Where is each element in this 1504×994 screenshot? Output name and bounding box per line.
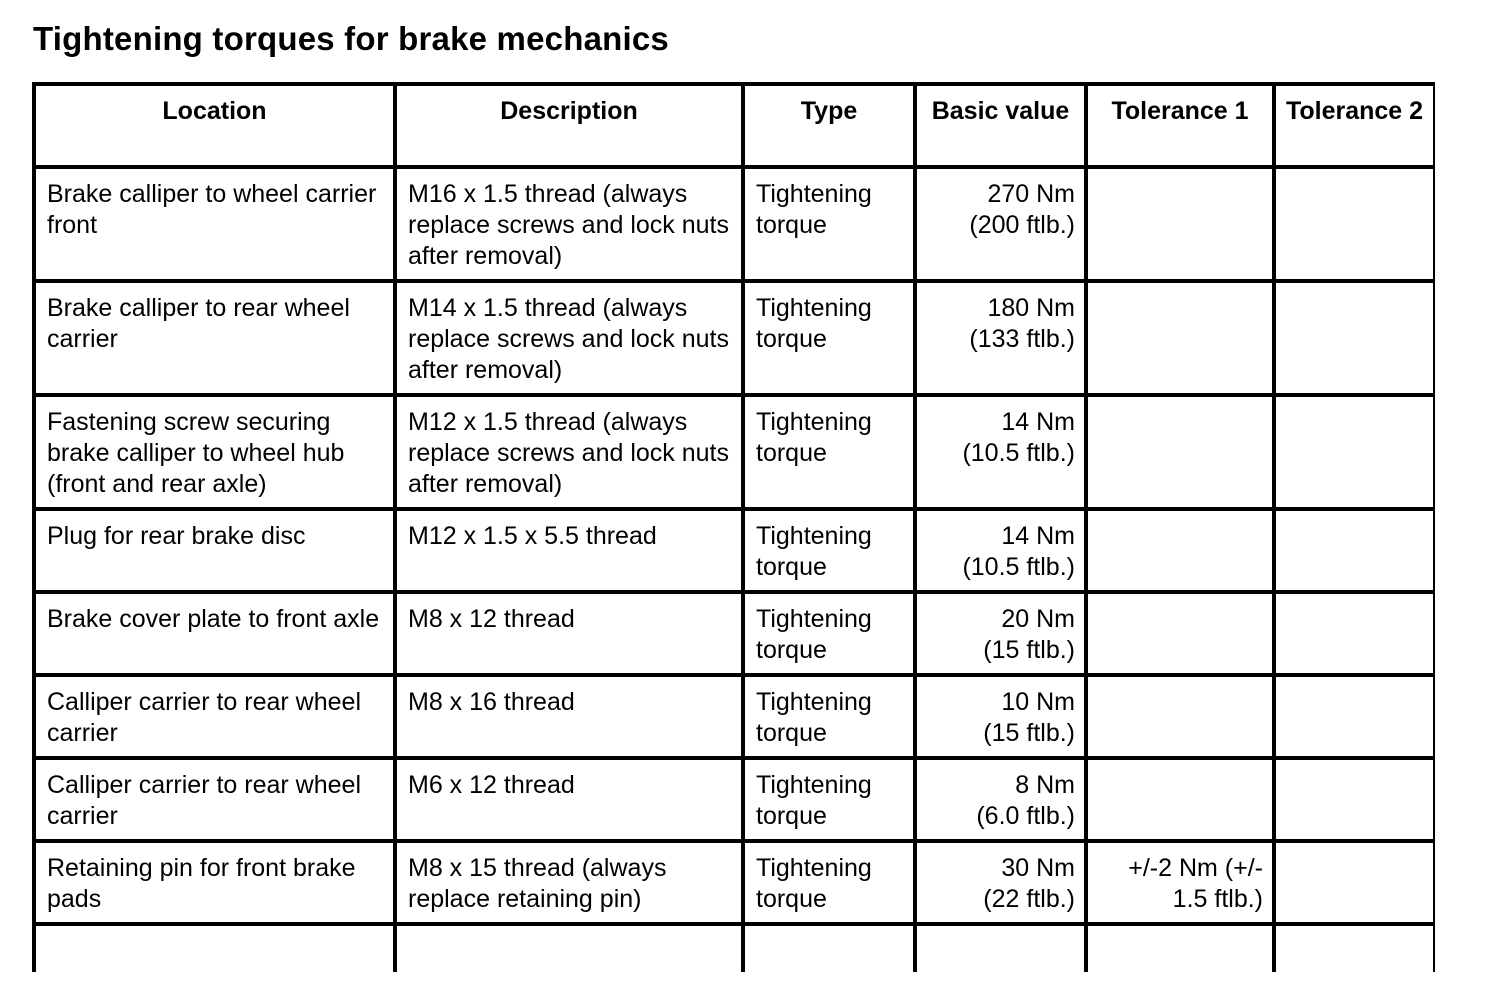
cell-tolerance-2 — [1274, 281, 1435, 395]
cell-location: Fastening screw securing brake calliper to wheel hub (front and rear axle) — [34, 395, 395, 509]
cell-basic-value — [915, 841, 1086, 924]
cell-basic-value — [915, 509, 1086, 592]
basic-value-ftlb: (6.0 ftlb.) — [976, 802, 1075, 830]
basic-value-ftlb: (133 ftlb.) — [969, 325, 1075, 353]
table-header-row — [34, 84, 1435, 167]
cell-type: Tightening torque — [743, 841, 915, 924]
basic-value-nm: 14 Nm — [1001, 408, 1075, 436]
cell-empty — [743, 924, 915, 972]
basic-value-ftlb: (10.5 ftlb.) — [962, 553, 1075, 581]
cell-location: Brake calliper to rear wheel carrier — [34, 281, 395, 395]
header-basic-value: Basic value — [915, 84, 1086, 167]
cell-tolerance-1 — [1086, 758, 1274, 841]
page-title: Tightening torques for brake mechanics — [33, 20, 669, 57]
cell-description: M12 x 1.5 thread (always replace screws and lock nuts after removal) — [395, 395, 743, 509]
cell-description: M14 x 1.5 thread (always replace screws and lock nuts after removal) — [395, 281, 743, 395]
cell-type: Tightening torque — [743, 675, 915, 758]
cell-location: Calliper carrier to rear wheel carrier — [34, 758, 395, 841]
basic-value-nm: 30 Nm — [1001, 854, 1075, 882]
cell-basic-value — [915, 758, 1086, 841]
cell-location: Calliper carrier to rear wheel carrier — [34, 675, 395, 758]
basic-value-ftlb: (15 ftlb.) — [983, 719, 1075, 747]
cell-tolerance-1 — [1086, 281, 1274, 395]
cell-tolerance-1 — [1086, 509, 1274, 592]
table-row — [34, 758, 1435, 841]
header-tolerance-1: Tolerance 1 — [1086, 84, 1274, 167]
cell-location: Retaining pin for front brake pads — [34, 841, 395, 924]
cell-location: Plug for rear brake disc — [34, 509, 395, 592]
cell-type: Tightening torque — [743, 281, 915, 395]
table-row — [34, 167, 1435, 281]
cell-tolerance-1 — [1086, 675, 1274, 758]
cell-tolerance-1 — [1086, 167, 1274, 281]
table-row — [34, 509, 1435, 592]
basic-value-ftlb: (15 ftlb.) — [983, 636, 1075, 664]
cell-type: Tightening torque — [743, 509, 915, 592]
table-row — [34, 675, 1435, 758]
table-row — [34, 592, 1435, 675]
cell-empty — [1274, 924, 1435, 972]
cell-type: Tightening torque — [743, 395, 915, 509]
table-row — [34, 841, 1435, 924]
cell-basic-value — [915, 592, 1086, 675]
table-row — [34, 281, 1435, 395]
basic-value-nm: 8 Nm — [1015, 771, 1075, 799]
header-type: Type — [743, 84, 915, 167]
cell-location: Brake calliper to wheel carrier front — [34, 167, 395, 281]
basic-value-ftlb: (10.5 ftlb.) — [962, 439, 1075, 467]
basic-value-nm: 14 Nm — [1001, 522, 1075, 550]
torque-table — [32, 82, 1435, 972]
cell-location: Brake cover plate to front axle — [34, 592, 395, 675]
cell-tolerance-2 — [1274, 758, 1435, 841]
cell-description: M6 x 12 thread — [395, 758, 743, 841]
cell-description: M8 x 15 thread (always replace retaining pin) — [395, 841, 743, 924]
cell-tolerance-1 — [1086, 841, 1274, 924]
table-row — [34, 395, 1435, 509]
cell-type: Tightening torque — [743, 758, 915, 841]
cell-description: M12 x 1.5 x 5.5 thread — [395, 509, 743, 592]
cell-basic-value — [915, 395, 1086, 509]
table-row-empty — [34, 924, 1435, 972]
cell-description: M8 x 16 thread — [395, 675, 743, 758]
cell-tolerance-2 — [1274, 395, 1435, 509]
cell-basic-value — [915, 281, 1086, 395]
cell-description: M16 x 1.5 thread (always replace screws and lock nuts after removal) — [395, 167, 743, 281]
basic-value-nm: 180 Nm — [987, 294, 1075, 322]
basic-value-nm: 10 Nm — [1001, 688, 1075, 716]
cell-tolerance-2 — [1274, 592, 1435, 675]
basic-value-nm: 270 Nm — [987, 180, 1075, 208]
cell-tolerance-2 — [1274, 841, 1435, 924]
tolerance-1-nm: +/-2 Nm (+/- — [1128, 854, 1263, 882]
cell-tolerance-2 — [1274, 675, 1435, 758]
basic-value-ftlb: (22 ftlb.) — [983, 885, 1075, 913]
cell-description: M8 x 12 thread — [395, 592, 743, 675]
header-tolerance-2: Tolerance 2 — [1274, 84, 1435, 167]
torque-table-container — [32, 82, 1435, 972]
cell-empty — [915, 924, 1086, 972]
basic-value-ftlb: (200 ftlb.) — [969, 211, 1075, 239]
cell-basic-value — [915, 675, 1086, 758]
basic-value-nm: 20 Nm — [1001, 605, 1075, 633]
cell-type: Tightening torque — [743, 167, 915, 281]
tolerance-1-ftlb: 1.5 ftlb.) — [1172, 885, 1263, 913]
header-description: Description — [395, 84, 743, 167]
cell-type: Tightening torque — [743, 592, 915, 675]
cell-tolerance-2 — [1274, 167, 1435, 281]
header-location: Location — [34, 84, 395, 167]
cell-empty — [395, 924, 743, 972]
cell-basic-value — [915, 167, 1086, 281]
cell-tolerance-2 — [1274, 509, 1435, 592]
cell-tolerance-1 — [1086, 592, 1274, 675]
cell-empty — [1086, 924, 1274, 972]
cell-tolerance-1 — [1086, 395, 1274, 509]
cell-empty — [34, 924, 395, 972]
